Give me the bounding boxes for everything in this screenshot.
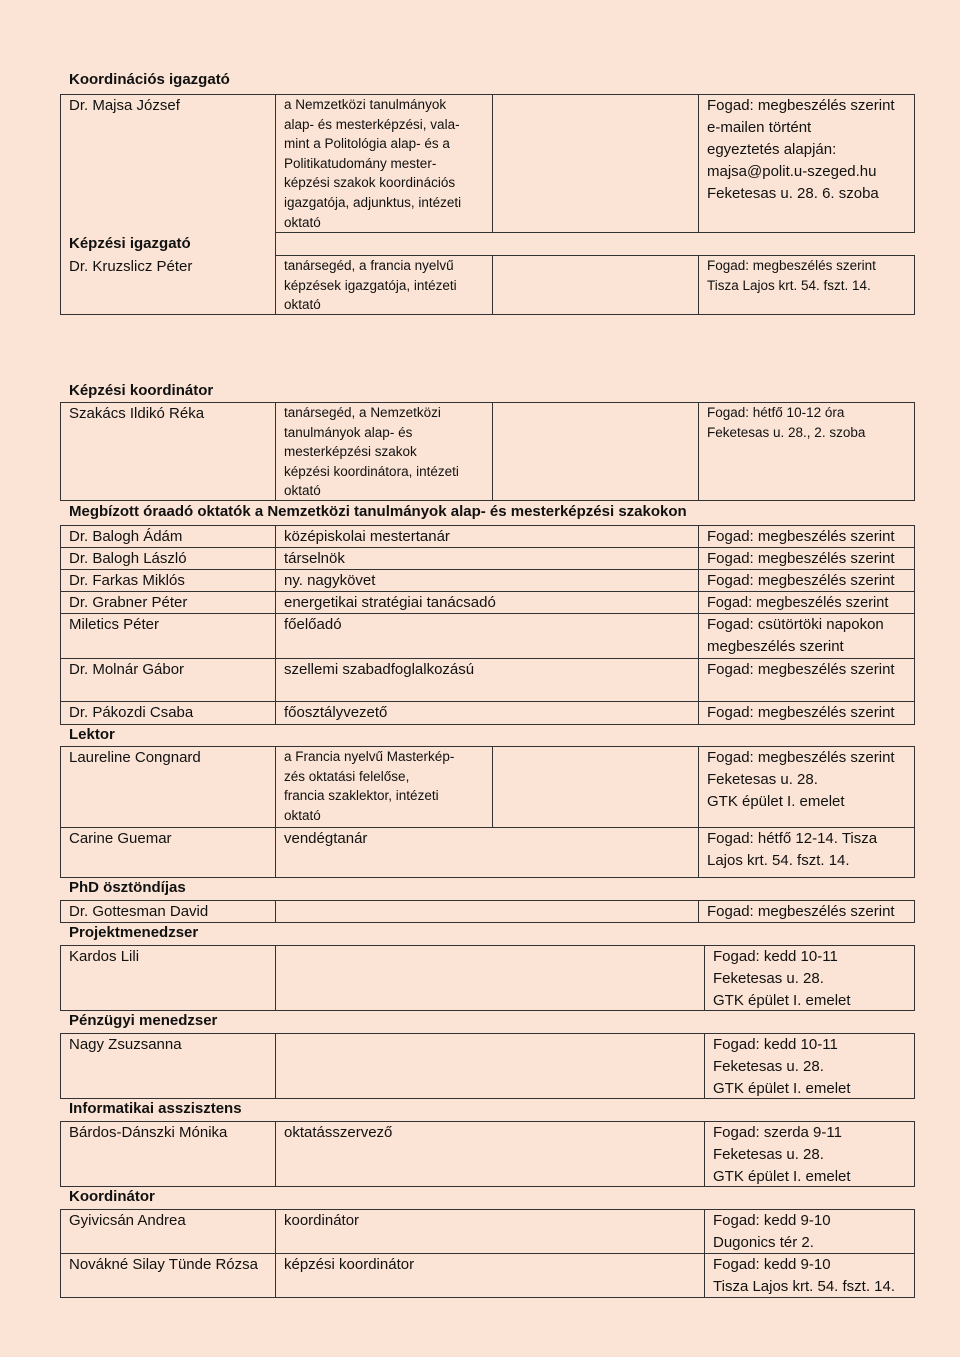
name-novakne: Novákné Silay Tünde Rózsa	[60, 1253, 276, 1298]
empty-cell-szakacs	[492, 402, 699, 501]
section-heading-penzugyi-menedzser: Pénzügyi menedzser	[69, 1012, 218, 1029]
empty-cell-majsa	[492, 94, 699, 233]
info-miletics: Fogad: csütörtöki napokon megbeszélés szerint	[698, 613, 915, 659]
role-miletics: főelőadó	[275, 613, 699, 659]
name-majsa: Dr. Majsa József	[69, 97, 180, 114]
role-nagy	[275, 1033, 705, 1099]
info-bardos: Fogad: szerda 9-11 Feketesas u. 28. GTK épület I. emelet	[704, 1121, 915, 1187]
name-miletics: Miletics Péter	[60, 613, 276, 659]
section-heading-lektor: Lektor	[69, 726, 115, 743]
name-balogh-laszlo: Dr. Balogh László	[60, 547, 276, 570]
empty-cell-congnard	[492, 746, 699, 828]
info-balogh-adam: Fogad: megbeszélés szerint	[698, 525, 915, 548]
info-pakozdi: Fogad: megbeszélés szerint	[698, 701, 915, 725]
info-farkas: Fogad: megbeszélés szerint	[698, 569, 915, 592]
info-kardos: Fogad: kedd 10-11 Feketesas u. 28. GTK épület I. emelet	[704, 945, 915, 1011]
role-molnar: szellemi szabadfoglalkozású	[275, 658, 699, 702]
info-gottesman: Fogad: megbeszélés szerint	[698, 900, 915, 923]
name-gyivicsan: Gyivicsán Andrea	[60, 1209, 276, 1254]
role-gottesman	[275, 900, 699, 923]
role-gyivicsan: koordinátor	[275, 1209, 705, 1254]
role-novakne: képzési koordinátor	[275, 1253, 705, 1298]
name-congnard: Laureline Congnard	[60, 746, 276, 828]
name-kardos: Kardos Lili	[60, 945, 276, 1011]
name-molnar: Dr. Molnár Gábor	[60, 658, 276, 702]
section-heading-koordinator: Koordinátor	[69, 1188, 155, 1205]
info-nagy: Fogad: kedd 10-11 Feketesas u. 28. GTK épület I. emelet	[704, 1033, 915, 1099]
info-molnar: Fogad: megbeszélés szerint	[698, 658, 915, 702]
name-bardos: Bárdos-Dánszki Mónika	[60, 1121, 276, 1187]
info-kruzslicz: Fogad: megbeszélés szerint Tisza Lajos krt. 54. fszt. 14.	[698, 255, 915, 315]
info-balogh-laszlo: Fogad: megbeszélés szerint	[698, 547, 915, 570]
info-majsa: Fogad: megbeszélés szerint e-mailen történt egyeztetés alapján: majsa@polit.u-szeged.hu Feketesas u. 28. 6. szoba	[698, 94, 915, 233]
section-heading-phd: PhD ösztöndíjas	[69, 879, 186, 896]
role-balogh-adam: középiskolai mestertanár	[275, 525, 699, 548]
section-heading-projektmenedzser: Projektmenedzser	[69, 924, 199, 941]
role-kardos	[275, 945, 705, 1011]
name-grabner: Dr. Grabner Péter	[60, 591, 276, 614]
role-pakozdi: főosztályvezető	[275, 701, 699, 725]
info-grabner: Fogad: megbeszélés szerint	[698, 591, 915, 614]
role-kruzslicz: tanársegéd, a francia nyelvű képzések igazgatója, intézeti oktató	[275, 255, 493, 315]
role-guemar: vendégtanár	[275, 827, 699, 878]
name-balogh-adam: Dr. Balogh Ádám	[60, 525, 276, 548]
name-farkas: Dr. Farkas Miklós	[60, 569, 276, 592]
name-pakozdi: Dr. Pákozdi Csaba	[60, 701, 276, 725]
role-majsa: a Nemzetközi tanulmányok alap- és mesterképzési, vala- mint a Politológia alap- és a Politikatudomány mester- képzési szakok koordinációs igazgatója, adjunktus, intézeti oktató	[275, 94, 493, 233]
info-novakne: Fogad: kedd 9-10 Tisza Lajos krt. 54. fszt. 14.	[704, 1253, 915, 1298]
info-szakacs: Fogad: hétfő 10-12 óra Feketesas u. 28., 2. szoba	[698, 402, 915, 501]
name-nagy: Nagy Zsuzsanna	[60, 1033, 276, 1099]
name-gottesman: Dr. Gottesman David	[60, 900, 276, 923]
role-grabner: energetikai stratégiai tanácsadó	[275, 591, 699, 614]
section-heading-koordinacios-igazgato: Koordinációs igazgató	[69, 71, 230, 88]
role-bardos: oktatásszervező	[275, 1121, 705, 1187]
section-heading-kepzesi-igazgato: Képzési igazgató	[69, 235, 191, 252]
name-guemar: Carine Guemar	[60, 827, 276, 878]
info-gyivicsan: Fogad: kedd 9-10 Dugonics tér 2.	[704, 1209, 915, 1254]
section-heading-kepzesi-koordinator: Képzési koordinátor	[69, 382, 214, 399]
empty-cell-kruzslicz	[492, 255, 699, 315]
section-heading-megbizott-oraado: Megbízott óraadó oktatók a Nemzetközi tanulmányok alap- és mesterképzési szakokon	[69, 503, 687, 520]
info-guemar: Fogad: hétfő 12-14. Tisza Lajos krt. 54. fszt. 14.	[698, 827, 915, 878]
name-szakacs: Szakács Ildikó Réka	[60, 402, 276, 501]
name-kruzslicz: Dr. Kruzslicz Péter	[69, 258, 193, 275]
role-szakacs: tanársegéd, a Nemzetközi tanulmányok alap- és mesterképzési szakok képzési koordinátora, intézeti oktató	[275, 402, 493, 501]
role-farkas: ny. nagykövet	[275, 569, 699, 592]
role-congnard: a Francia nyelvű Masterkép- zés oktatási felelőse, francia szaklektor, intézeti oktató	[275, 746, 493, 828]
role-balogh-laszlo: társelnök	[275, 547, 699, 570]
section-heading-informatikai-asszisztens: Informatikai asszisztens	[69, 1100, 242, 1117]
name-column-block	[60, 94, 276, 315]
info-congnard: Fogad: megbeszélés szerint Feketesas u. 28. GTK épület I. emelet	[698, 746, 915, 828]
